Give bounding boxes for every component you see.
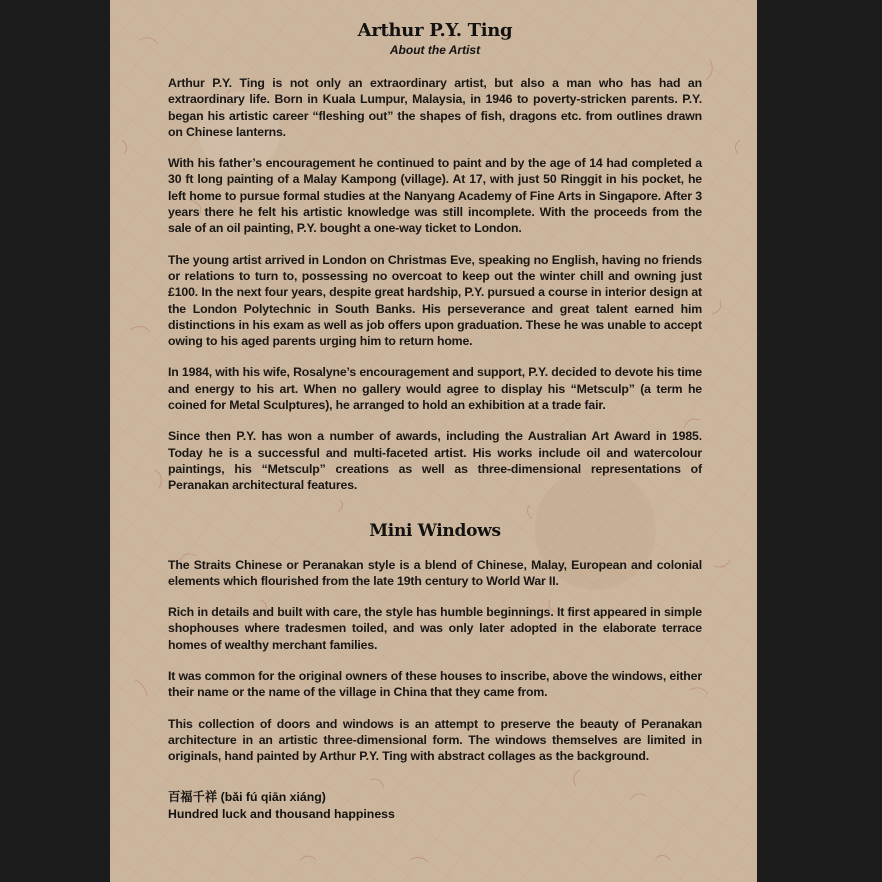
document-page — [110, 0, 757, 882]
blessing-chinese: 百福千祥 — [168, 789, 218, 804]
blessing-pinyin: (bǎi fú qiān xiáng) — [220, 789, 326, 804]
artist-name-title: Arthur P.Y. Ting — [357, 20, 513, 41]
about-paragraph-3: The young artist arrived in London on Christmas Eve, speaking no English, having no friends or relations to turn to, possessing no overcoat to keep out the winter chill and owning just £100. In the next four years, despite great hardship, P.Y. pursued a course in interior design at the London Polytechnic in South Banks. His perseverance and great talent earned him distinctions in his exam as well as job offers upon graduation. These he was unable to accept owing to his aged parents urging him to return home. — [168, 252, 702, 349]
mini-windows-paragraph-1: The Straits Chinese or Peranakan style is a blend of Chinese, Malay, European and colonial elements which flourished from the late 19th century to World War II. — [168, 557, 702, 588]
mini-windows-paragraph-4: This collection of doors and windows is an attempt to preserve the beauty of Peranakan architecture in an artistic three-dimensional form. The windows themselves are limited in originals, hand painted by Arthur P.Y. Ting with abstract collages as the background. — [168, 716, 702, 764]
about-paragraph-5: Since then P.Y. has won a number of awards, including the Australian Art Award in 1985. Today he is a successful and multi-faceted artist. His works include oil and watercolour paintings, his “Metsculp” creations as well as three-dimensional representations of Peranakan architectural features. — [168, 429, 702, 493]
about-subtitle: About the Artist — [389, 43, 481, 57]
about-paragraph-2: With his father’s encouragement he continued to paint and by the age of 14 had completed a 30 ft long painting of a Malay Kampong (village). At 17, with just 50 Ringgit in his pocket, he left home to pursue formal studies at the Nanyang Academy of Fine Arts in Singapore. After 3 years there he felt his artistic knowledge was still incomplete. With the proceeds from the sale of an oil painting, P.Y. bought a one-way ticket to London. — [168, 156, 702, 236]
mini-windows-paragraph-2: Rich in details and built with care, the style has humble beginnings. It first appeared in simple shophouses where tradesmen toiled, and was only later adopted in the elaborate terrace homes of wealthy merchant families. — [168, 605, 702, 652]
about-paragraph-1: Arthur P.Y. Ting is not only an extraordinary artist, but also a man who has had an extraordinary life. Born in Kuala Lumpur, Malaysia, in 1946 to poverty-stricken parents. P.Y. began his artistic career “fleshing out” the shapes of fish, dragons etc. from outlines drawn on Chinese lanterns. — [168, 76, 702, 139]
blessing-line — [168, 789, 702, 806]
mini-windows-paragraph-3: It was common for the original owners of these houses to inscribe, above the windows, either their name or the name of the village in China that they came from. — [168, 669, 702, 700]
about-paragraph-4: In 1984, with his wife, Rosalyne’s encouragement and support, P.Y. decided to devote his time and energy to his art. When no gallery would agree to display his “Metsculp” (a term he coined for Metal Sculptures), he arranged to hold an exhibition at a trade fair. — [168, 365, 702, 413]
mini-windows-heading: Mini Windows — [369, 520, 501, 541]
document-content — [168, 20, 702, 823]
blessing-block — [168, 789, 702, 823]
blessing-translation: Hundred luck and thousand happiness — [168, 806, 395, 821]
